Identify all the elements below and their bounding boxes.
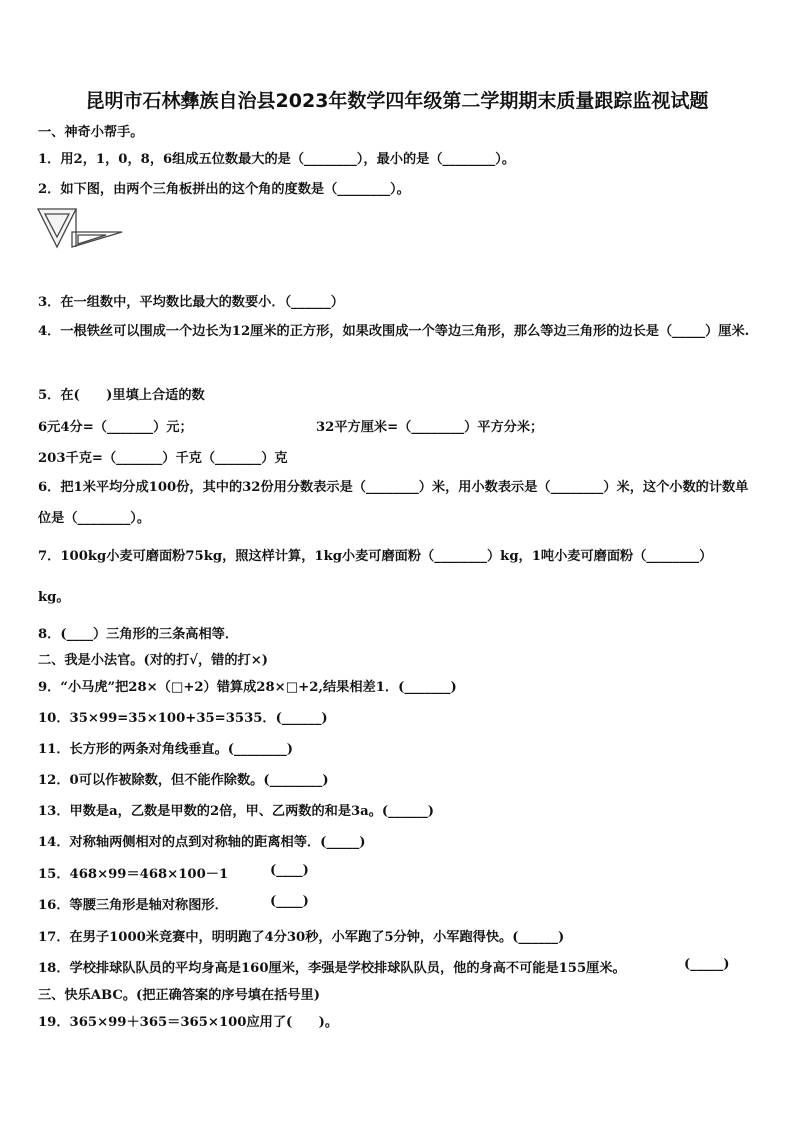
question-16-blank: (____) xyxy=(270,894,309,909)
question-18-blank: (_____) xyxy=(684,957,730,972)
question-2: 2．如下图，由两个三角板拼出的这个角的度数是（________）。 xyxy=(38,182,410,197)
section-3-heading: 三、快乐ABC。(把正确答案的序号填在括号里) xyxy=(38,988,320,1003)
question-5: 5．在( )里填上合适的数 xyxy=(38,388,205,403)
question-7-unit: kg。 xyxy=(38,590,70,605)
question-8: 8．(____）三角形的三条高相等． xyxy=(38,627,239,642)
question-19: 19．365×99＋365＝365×100应用了( )。 xyxy=(38,1015,339,1030)
question-4: 4．一根铁丝可以围成一个边长为12厘米的正方形，如果改围成一个等边三角形，那么等边三角形的边长是（_____）厘米. xyxy=(38,324,750,339)
question-5-part-c: 203千克=（_______）千克（_______）克 xyxy=(38,451,288,466)
question-10: 10．35×99=35×100+35=3535．(______) xyxy=(38,711,328,726)
question-9: 9．“小马虎”把28×（□+2）错算成28×□+2,结果相差1．(_______) xyxy=(38,680,457,695)
question-18: 18．学校排球队队员的平均身高是160厘米，李强是学校排球队队员，他的身高不可能是155厘米。 xyxy=(38,961,626,976)
question-7: 7．100kg小麦可磨面粉75kg，照这样计算，1kg小麦可磨面粉（________）kg，1吨小麦可磨面粉（________） xyxy=(38,549,713,564)
question-17: 17．在男子1000米竞赛中，明明跑了4分30秒，小军跑了5分钟，小军跑得快。(______) xyxy=(38,930,565,945)
question-6: 6．把1米平均分成100份，其中的32份用分数表示是（________）米，用小数表示是（________）米，这个小数的计数单位是（________）。 xyxy=(38,480,749,526)
question-15-blank: (____) xyxy=(270,863,309,878)
section-2-heading: 二、我是小法官。(对的打√，错的打×) xyxy=(38,653,269,668)
page-title: 昆明市石林彝族自治县2023年数学四年级第二学期期末质量跟踪监视试题 xyxy=(85,90,709,112)
question-5-part-b: 32平方厘米=（________）平方分米； xyxy=(316,420,544,435)
question-1: 1．用2，1，0，8，6组成五位数最大的是（________），最小的是（________）。 xyxy=(38,152,516,167)
section-1-heading: 一、神奇小帮手。 xyxy=(38,125,144,140)
question-13: 13．甲数是a，乙数是甲数的2倍，甲、乙两数的和是3a。(______) xyxy=(38,804,434,819)
question-14: 14．对称轴两侧相对的点到对称轴的距离相等．(_____) xyxy=(38,835,366,850)
question-3: 3．在一组数中，平均数比最大的数要小．（______） xyxy=(38,295,344,310)
question-11: 11．长方形的两条对角线垂直。(________) xyxy=(38,742,294,757)
question-12: 12．0可以作被除数，但不能作除数。(________) xyxy=(38,773,329,788)
question-16: 16．等腰三角形是轴对称图形． xyxy=(38,898,228,913)
question-5-part-a: 6元4分=（_______）元； xyxy=(38,420,193,435)
triangle-rulers-figure-drawing xyxy=(36,207,128,249)
question-15: 15．468×99＝468×100－1 xyxy=(38,867,229,882)
